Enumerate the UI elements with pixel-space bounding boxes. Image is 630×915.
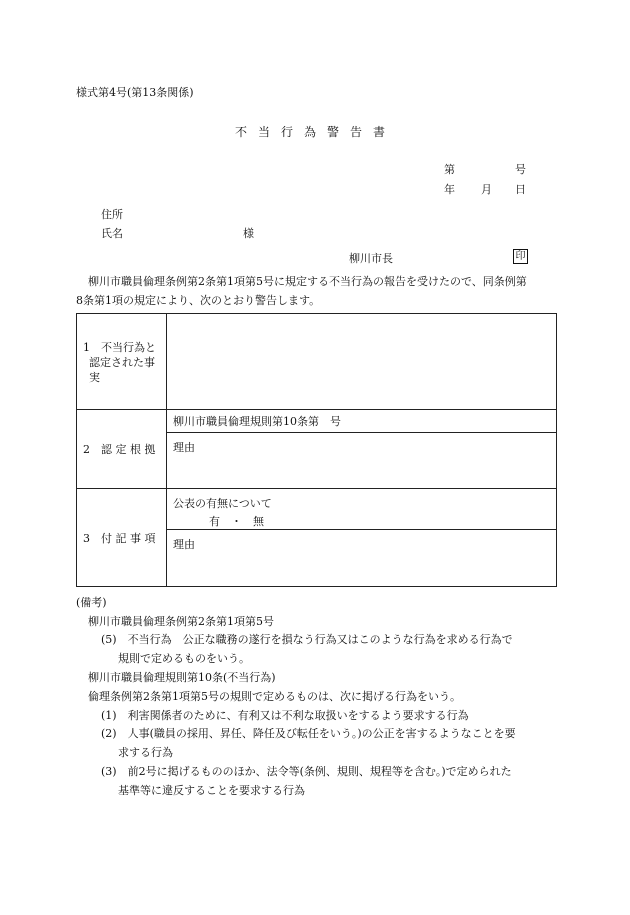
remarks-line-8: 求する行為 xyxy=(118,746,173,759)
seal-mark: 印 xyxy=(513,249,528,264)
remarks-line-6: (1) 利害関係者のために、有利又は不利な取扱いをするよう要求する行為 xyxy=(101,709,469,722)
remarks-line-9: (3) 前2号に掲げるもののほか、法令等(条例、規則、規程等を含む。)で定められた xyxy=(101,765,512,778)
label-cell-basis xyxy=(77,410,167,489)
table-row-fact xyxy=(77,314,557,410)
remarks-line-4: 柳川市職員倫理規則第10条(不当行為) xyxy=(88,671,276,684)
fact-label-line-3: 実 xyxy=(89,371,100,384)
label-cell-fact xyxy=(77,314,167,410)
warning-table xyxy=(76,313,557,587)
notes-reason-cell xyxy=(167,530,557,587)
notes-reason-label: 理由 xyxy=(173,538,195,551)
publication-question: 公表の有無について xyxy=(173,497,272,510)
fact-content-cell xyxy=(167,314,557,410)
remarks-line-2: (5) 不当行為 公正な職務の遂行を損なう行為又はこのような行為を求める行為で xyxy=(101,633,513,646)
date-month-label: 月 xyxy=(481,183,492,196)
fact-label-line-1: 1 不当行為と xyxy=(83,341,156,354)
basis-label: 2 認 定 根 拠 xyxy=(83,443,156,456)
remarks-line-10: 基準等に違反することを要求する行為 xyxy=(118,784,305,797)
table-row-notes-1 xyxy=(77,489,557,530)
remarks-line-5: 倫理条例第2条第1項第5号の規則で定めるものは、次に掲げる行為をいう。 xyxy=(88,690,461,703)
basis-article-cell xyxy=(167,410,557,433)
remarks-heading: (備考) xyxy=(76,596,107,609)
table-row-basis-1 xyxy=(77,410,557,433)
remarks-line-1: 柳川市職員倫理条例第2条第1項第5号 xyxy=(88,615,274,628)
remarks-line-7: (2) 人事(職員の採用、昇任、降任及び転任をいう。)の公正を害するようなことを要 xyxy=(101,727,516,740)
publication-cell xyxy=(167,489,557,530)
publication-choice: 有 ・ 無 xyxy=(209,515,264,528)
form-number: 様式第4号(第13条関係) xyxy=(76,86,194,99)
doc-number-go: 号 xyxy=(515,163,526,176)
notes-label: 3 付 記 事 項 xyxy=(83,531,156,545)
doc-number-dai: 第 xyxy=(444,163,455,176)
document-title: 不当行為警告書 xyxy=(235,125,397,139)
name-label: 氏名 xyxy=(101,227,123,240)
fact-label-line-2: 認定された事 xyxy=(89,356,155,369)
date-day-label: 日 xyxy=(515,183,526,196)
address-label: 住所 xyxy=(101,208,123,221)
basis-article: 柳川市職員倫理規則第10条第 号 xyxy=(173,415,341,428)
basis-reason-cell xyxy=(167,433,557,489)
basis-reason-label: 理由 xyxy=(173,441,195,454)
remarks-line-3: 規則で定めるものをいう。 xyxy=(118,652,250,665)
issuer-name: 柳川市長 xyxy=(349,252,393,265)
date-year-label: 年 xyxy=(444,183,455,196)
label-cell-notes xyxy=(77,489,167,587)
intro-line-1: 柳川市職員倫理条例第2条第1項第5号に規定する不当行為の報告を受けたので、同条例第 xyxy=(88,275,527,288)
intro-line-2: 8条第1項の規定により、次のとおり警告します。 xyxy=(76,294,321,307)
honorific-sama: 様 xyxy=(243,227,254,240)
